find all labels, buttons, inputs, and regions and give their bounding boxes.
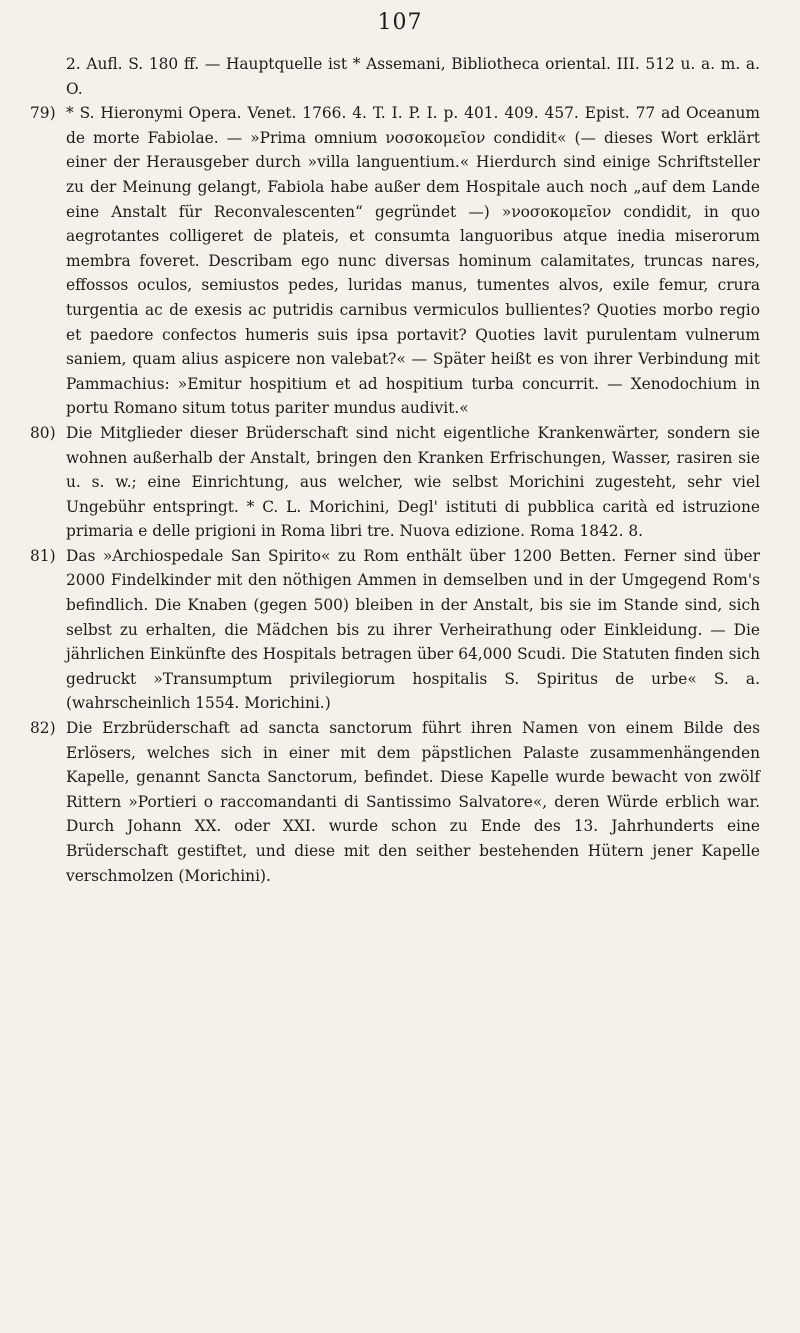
page-number: 107: [377, 10, 423, 35]
footnote-80: [30, 421, 760, 544]
footnote-number: 80): [30, 423, 56, 442]
footnote-82: [30, 716, 760, 888]
footnote-number: 79): [30, 104, 56, 123]
page-body: [30, 52, 760, 888]
footnote-text: Das »Archiospedale San Spirito« zu Rom enthält über 1200 Betten. Ferner sind über 2000 Findelkinder mit den nöthigen Ammen in demselben und in der Umgegend Rom's befindlich. Die Knaben (gegen 500) bleiben in der Anstalt, bis sie im Stande sind, sich selbst zu erhalten, die Mädchen bis zu ihrer Verheirathung oder Einkleidung. — Die jährlichen Einkünfte des Hospitals betragen über 64,000 Scudi. Die Statuten finden sich gedruckt »Transumptum privilegiorum hospitalis S. Spiritus de urbe« S. a. (wahrscheinlich 1554. Morichini.): [66, 546, 760, 713]
footnote-81: [30, 544, 760, 716]
intro-paragraph: 2. Aufl. S. 180 ff. — Hauptquelle ist * Assemani, Bibliotheca oriental. III. 512 u. a. m. a. O.: [66, 55, 760, 98]
footnote-number: 82): [30, 719, 56, 738]
footnote-text: Die Erzbrüderschaft ad sancta sanctorum führt ihren Namen von einem Bilde des Erlösers, welches sich in einer mit dem päpstlichen Palaste zusammenhängenden Kapelle, genannt Sancta Sanctorum, befindet. Diese Kapelle wurde bewacht von zwölf Rittern »Portieri o raccomandanti di Santissimo Salvatore«, deren Würde erblich war. Durch Johann XX. oder XXI. wurde schon zu Ende des 13. Jahrhunderts eine Brüderschaft gestiftet, und diese mit den seither bestehenden Hütern jener Kapelle verschmolzen (Morichini).: [66, 719, 760, 885]
footnote-79: [30, 101, 760, 421]
footnote-text: Die Mitglieder dieser Brüderschaft sind nicht eigentliche Krankenwärter, sondern sie wohnen außerhalb der Anstalt, bringen den Kranken Erfrischungen, Wasser, rasiren sie u. s. w.; eine Einrichtung, aus welcher, wie selbst Morichini zugesteht, sehr viel Ungebühr entspringt. * C. L. Morichini, Degl' istituti di pubblica carità ed istruzione primaria e delle prigioni in Roma libri tre. Nuova edizione. Roma 1842. 8.: [66, 423, 760, 541]
footnote-number: 81): [30, 546, 56, 565]
footnote-text: * S. Hieronymi Opera. Venet. 1766. 4. T. I. P. I. p. 401. 409. 457. Epist. 77 ad Oceanum de morte Fabiolae. — »Prima omnium νοσοκομεῖον condidit« (— dieses Wort erklärt einer der Herausgeber durch »villa languentium.« Hierdurch sind einige Schriftsteller zu der Meinung gelangt, Fabiola habe außer dem Hospitale auch noch „auf dem Lande eine Anstalt für Reconvalescenten“ gegründet —) »νοσοκομεῖον condidit, in quo aegrotantes colligeret de plateis, et consumta languoribus atque inedia miserorum membra foveret. Describam ego nunc diversas hominum calamitates, truncas nares, effossos oculos, semiustos pedes, luridas manus, tumentes alvos, exile femur, crura turgentia ac de exesis ac putridis carnibus vermiculos bullientes? Quoties morbo regio et paedore confectos humeris suis ipsa portavit? Quoties lavit purulentam vulnerum saniem, quam alius aspicere non valebat?« — Später heißt es von ihrer Verbindung mit Pammachius: »Emitur hospitium et ad hospitium turba concurrit. — Xenodochium in portu Romano situm totus pariter mundus audivit.«: [66, 104, 760, 418]
